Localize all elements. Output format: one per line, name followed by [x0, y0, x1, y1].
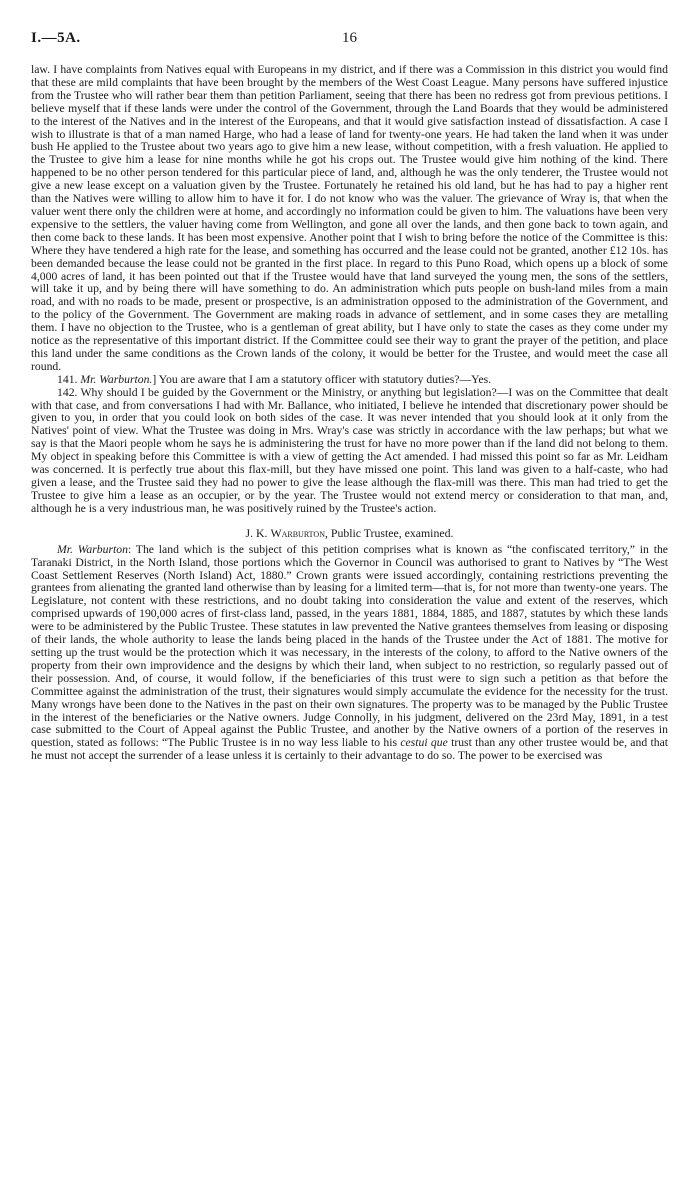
question-speaker: Mr. Warburton. — [80, 372, 153, 386]
body-text — [31, 64, 668, 763]
witness-name: Warburton — [270, 525, 325, 540]
question-number: 142. — [57, 385, 78, 399]
question-text: ] You are aware that I am a statutory officer with statutory duties?—Yes. — [152, 372, 492, 386]
question-number: 141. — [57, 372, 78, 386]
statement-text: : The land which is the subject of this petition comprises what is known as “the confiscated territory,” in the Taranaki District, in the North Island, those portions which the Governor in Council was authorised to grant to Natives by “The West Coast Settlement Reserves (North Island) Act, 1880.” Crown grants were issued accordingly, containing restrictions preventing the grantees from alienating the granted land otherwise than by leasing for a limited term—that is, for not more than twenty-one years. The Legislature, not content with these restrictions, and no doubt taking into consideration the value and extent of the reserves, which comprised upwards of 190,000 acres of first-class land, passed, in the years 1881, 1884, 1885, and 1887, statutes by which these lands were to be administered by the Public Trustee. These statutes in law prevented the Native grantees themselves from leasing or disposing of their lands, the whole authority to lease the lands being placed in the hands of the Trustee under the Act of 1881. The motive for setting up the trust would be the protection which it was necessary, in the interests of the colony, to afford to the Native owners of the property from their own improvidence and the designs by which their land, when subject to no restriction, so regularly passed out of their possession. And, of course, it would follow, if the beneficiaries of this trust were to sign such a petition as that before the Committee against the administration of the trust, their signatures would simply accumulate the evidence for the necessity for the trust. Many wrongs have been done to the Natives in the past on their own signatures. The property was to be managed by the Public Trustee in the interest of the beneficiaries or the Native owners. Judge Connolly, in his judgment, delivered on the 23rd May, 1891, in a test case submitted to the Court of Appeal against the Public Trustee, and another by the Native owners of a portion of the reserves in question, stated as follows: “The Public Trustee is in no way less liable to his — [31, 542, 668, 750]
testimony-paragraph: law. I have complaints from Natives equal with Europeans in my district, and if there was a Commission in this district you would find that these are mild complaints that have been brought by the members of the West Coast League. Many persons have suffered injustice from the Trustee who will rather bear them than petition Parliament, seeing that there has been no redress got from previous petitions. I believe myself that if these lands were under the control of the Government, through the Land Boards that they would be administered to the interest of the Natives and in the interest of the Europeans, and that it would give satisfaction instead of dissatisfaction. A case I wish to illustrate is that of a man named Harge, who had a lease of land for twenty-one years. He had taken the land when it was under bush He applied to the Trustee about two years ago to give him a new lease, without competition, with a fresh valuation. He applied to the Trustee to give him a lease for nine months while he got his crops out. The Trustee would give him nothing of the kind. There happened to be no other person tendered for this particular piece of land, and, although he was the only tenderer, the Trustee would not give a new lease except on a valuation given by the Trustee. Fortunately he retained his old land, but he has had to pay a higher rent than the Natives were willing to allow him to have it for. I do not know who was the valuer. The grievance of Wray is, that when the valuer went there only the children were at home, and accordingly no information could be given to him. The valuations have been very expensive to the settlers, the valuer having come from Wellington, and gone all over the lands, and then gone back to town again, and then come back to these lands. It has been most expensive. Another point that I wish to bring before the notice of the Committee is this: Where they have tendered a high rate for the lease, and something has occurred and the lease could not be granted, another £12 10s. has been demanded because the lease could not be granted in the first place. In regard to this Puno Road, which opens up a block of some 4,000 acres of land, it has been pointed out that if the Trustee would have that land surveyed the young men, the sons of the settlers, will take it up, and by being there will have something to do. An administration which puts people on bush-land miles from a main road, and with no roads to be made, present or prospective, is an administration opposed to the administration of the Government, and to the policy of the Government. The Government are making roads in advance of settlement, and in some cases they are metalling them. I have no objection to the Trustee, who is a gentleman of great ability, but I have only to state the cases as they come under my notice as the representative of this important district. If the Committee could see their way to grant the prayer of the petition, and place this land under the same conditions as the Crown lands of the colony, it would be better for the Trustee, and would meet the case all round. — [31, 63, 668, 373]
section-heading — [31, 527, 668, 540]
question-142 — [31, 387, 668, 516]
witness-description: , Public Trustee, examined. — [324, 525, 454, 540]
statement-speaker: Mr. Warburton — [57, 542, 128, 556]
document-reference: I.—5A. — [31, 30, 81, 46]
page-number: 16 — [342, 30, 357, 46]
page-header — [31, 30, 668, 50]
witness-initials: J. K. — [245, 525, 268, 540]
warburton-statement — [31, 544, 668, 763]
statement-latin-term: cestui que — [400, 736, 448, 750]
statement-text-continued: trust than any other trustee would be, and that he must not accept the surrender of a lease unless it is certainly to their advantage to do so. The power to be exercised was — [31, 736, 669, 763]
question-text: Why should I be guided by the Government or the Ministry, or anything but legislation?—I was on the Committee that dealt with that case, and from conversations I had with Mr. Ballance, who initiated, I believe he intended that discretionary power should be given to you, in order that you could look on both sides of the case. It was never intended that you should look at it only from the Natives' point of view. What the Trustee was doing in Mrs. Wray's case was strictly in accordance with the law perhaps; but what we say is that the Maori people whom he says he is administering the trust for have no more power than if the land did not belong to them. My object in speaking before this Committee is with a view of getting the Act amended. I had missed this point so far as Mr. Leidham was concerned. It is perfectly true about this flax-mill, but they have missed one point. This land was given to a half-caste, who had given a lease, and the Trustee said they had no power to give the lease although the flax-mill was there. This man had tried to get the Trustee to give him a lease as an occupier, or by the year. The Trustee would not extend mercy or consideration to that man, and, although he is a very industrious man, he was positively ruined by the Trustee's action. — [31, 385, 668, 515]
